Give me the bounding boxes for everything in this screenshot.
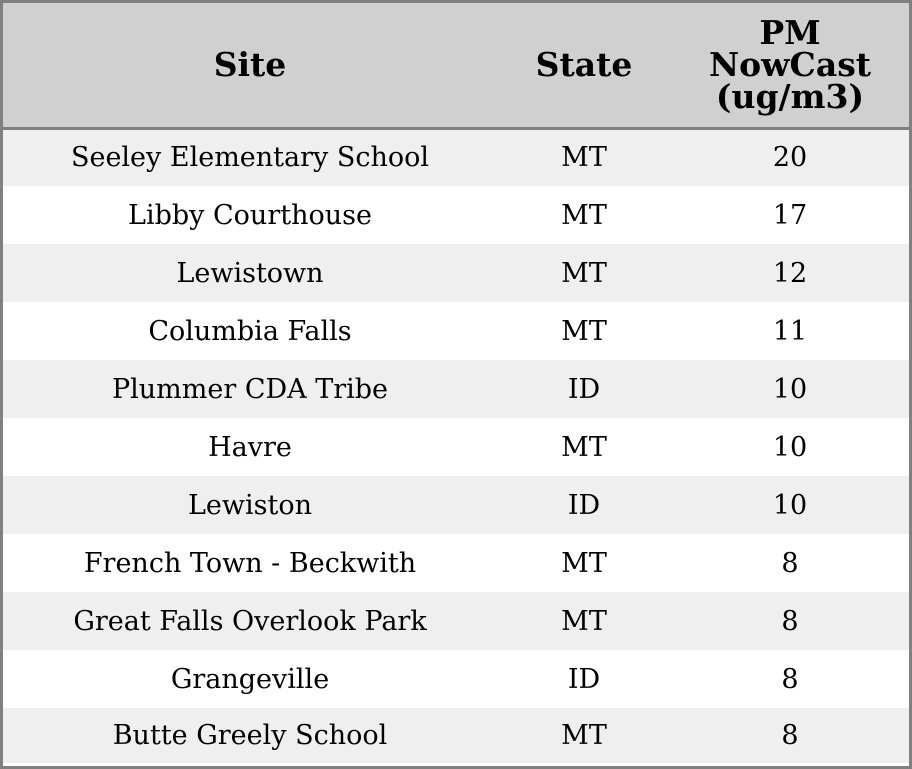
pm-value-cell: 10 <box>772 373 808 405</box>
table-row <box>3 476 909 534</box>
table-body <box>3 128 909 763</box>
state-cell: MT <box>561 547 607 579</box>
table-row <box>3 534 909 592</box>
site-cell: Columbia Falls <box>148 315 352 347</box>
pm-value-cell: 17 <box>772 199 808 231</box>
table-row <box>3 708 909 763</box>
state-cell: ID <box>567 373 601 405</box>
pm-value-cell: 8 <box>781 720 799 751</box>
table-row <box>3 418 909 476</box>
state-cell: MT <box>561 199 607 231</box>
table-row <box>3 650 909 708</box>
header-site: Site <box>3 3 497 128</box>
header-pm-line2: NowCast <box>708 44 872 84</box>
state-cell: ID <box>567 663 601 695</box>
header-row <box>3 3 909 128</box>
state-cell: MT <box>561 431 607 463</box>
site-cell: Havre <box>208 431 292 463</box>
header-pm-line1: PM <box>759 12 821 52</box>
site-cell: French Town - Beckwith <box>83 547 417 579</box>
site-cell: Lewiston <box>187 489 312 521</box>
header-pm-line3: (ug/m3) <box>715 76 865 116</box>
site-cell: Plummer CDA Tribe <box>111 373 389 405</box>
table-header <box>3 3 909 128</box>
state-cell: MT <box>561 257 607 289</box>
site-cell: Lewistown <box>176 257 324 289</box>
table-row <box>3 186 909 244</box>
table-row <box>3 592 909 650</box>
site-cell: Seeley Elementary School <box>70 142 430 174</box>
pm-nowcast-table <box>3 3 909 763</box>
site-cell: Butte Greely School <box>112 720 388 751</box>
site-cell: Grangeville <box>170 663 330 695</box>
pm-value-cell: 8 <box>781 547 799 579</box>
pm-value-cell: 10 <box>772 489 808 521</box>
table-row <box>3 360 909 418</box>
pm-value-cell: 8 <box>781 663 799 695</box>
site-cell: Great Falls Overlook Park <box>73 605 427 637</box>
state-cell: MT <box>561 720 607 751</box>
table-row <box>3 128 909 186</box>
state-cell: MT <box>561 315 607 347</box>
table-row <box>3 302 909 360</box>
state-cell: MT <box>561 605 607 637</box>
pm-value-cell: 11 <box>772 315 808 347</box>
pm-value-cell: 10 <box>772 431 808 463</box>
header-pm-nowcast <box>671 3 909 128</box>
state-cell: MT <box>561 142 607 174</box>
table-row <box>3 244 909 302</box>
pm-value-cell: 8 <box>781 605 799 637</box>
pm-value-cell: 12 <box>772 257 808 289</box>
site-cell: Libby Courthouse <box>128 199 372 231</box>
pm-value-cell: 20 <box>772 142 808 174</box>
state-cell: ID <box>567 489 601 521</box>
header-state: State <box>497 3 671 128</box>
